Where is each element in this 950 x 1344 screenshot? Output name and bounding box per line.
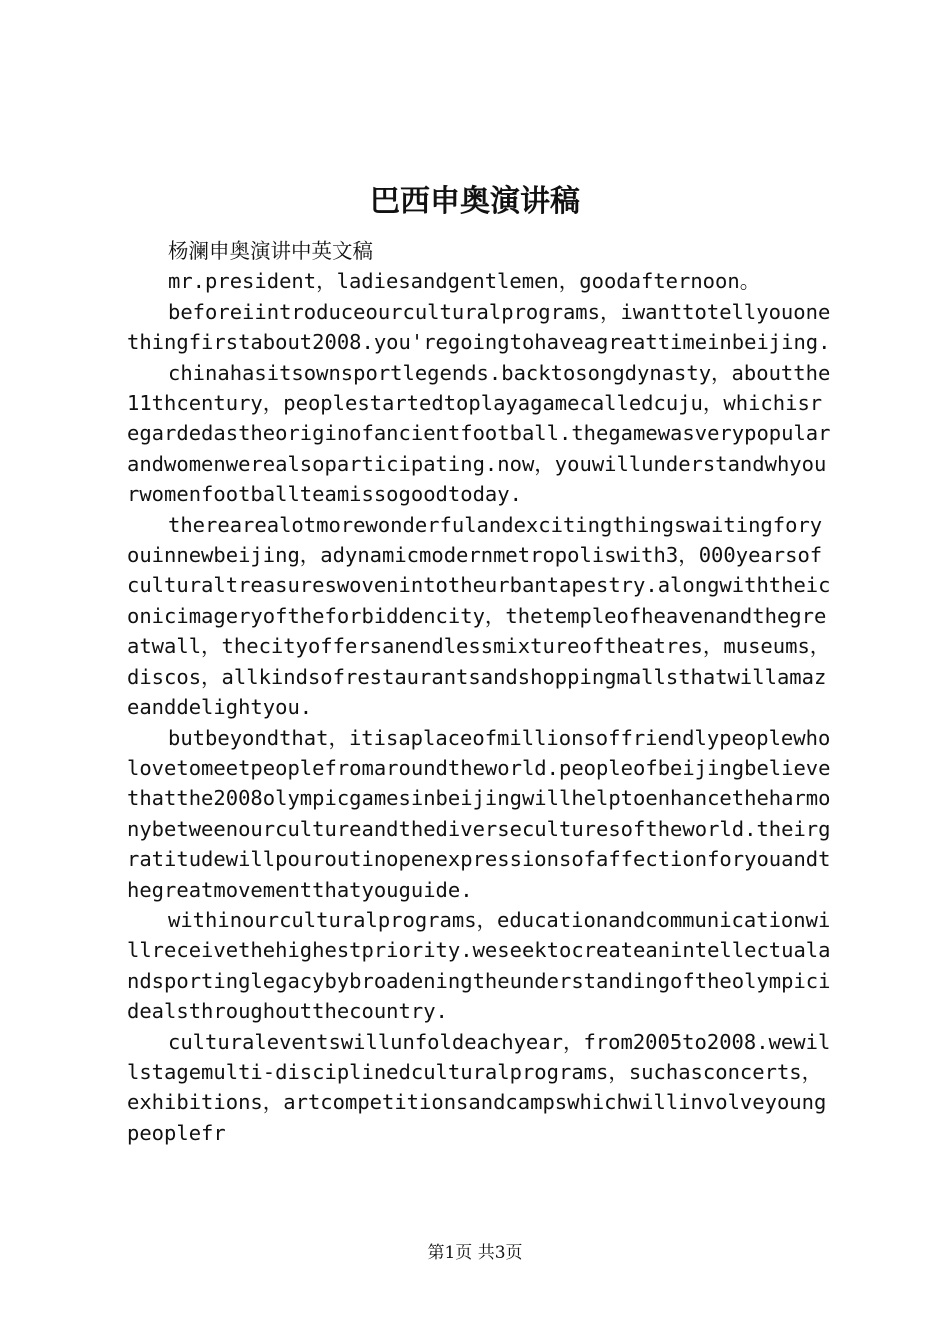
paragraph: chinahasitsownsportlegends.backtosongdynasty，aboutthe11thcentury，peoplestartedtoplayagamecalledcuju，whichisregardedastheoriginofancientfootball.thegamewasverypopularandwomenwerealsoparticipating.now，youwillunderstandwhyourwomenfootballteamissogoodtoday. [127,360,831,507]
document-title: 巴西申奥演讲稿 [370,184,580,219]
paragraph: culturaleventswillunfoldeachyear，from2005to2008.wewillstagemulti-disciplinedculturalprograms，suchasconcerts，exhibitions，artcompetitionsandcampswhichwillinvolveyoungpeoplefr [127,1029,831,1145]
paragraph: butbeyondthat，itisaplaceofmillionsoffriendlypeoplewholovetomeetpeoplefromaroundtheworld.peopleofbeijingbelievethatthe2008olympicgamesinbeijingwillhelptoenhancetheharmonybetweenourcultureandthediverseculturesoftheworld.theirgratitudewillpouroutinopenexpressionsofaffectionforyouandthegreatmovementthatyouguide. [127,725,831,902]
paragraph: withinourculturalprograms，educationandcommunicationwillreceivethehighestpriority.weseektocreateanintellectualandsportinglegacybybroadeningtheunderstandingoftheolympicidealsthroughoutthecountry. [127,907,831,1024]
page-number-footer: 第1页 共3页 [427,1243,523,1263]
paragraph: beforeiintroduceourculturalprograms，iwanttotellyouonethingfirstabout2008.you'regoingtohaveagreattimeinbeijing. [127,299,831,355]
document-body [127,236,833,1148]
paragraph: mr.president，ladiesandgentlemen，goodafternoon。 [168,269,761,294]
paragraph: therearealotmorewonderfulandexcitingthingswaitingforyouinnewbeijing，adynamicmodernmetropoliswith3，000yearsofculturaltreasureswovenintotheurbantapestry.alongwiththeiconicimageryoftheforbiddencity，thetempleofheavenandthegreatwall，thecityoffersanendlessmixtureoftheatres，museums，discos，allkindsofrestaurantsandshoppingmallsthatwillamazeanddelightyou. [127,512,831,720]
document-subtitle: 杨澜申奥演讲中英文稿 [168,239,373,263]
